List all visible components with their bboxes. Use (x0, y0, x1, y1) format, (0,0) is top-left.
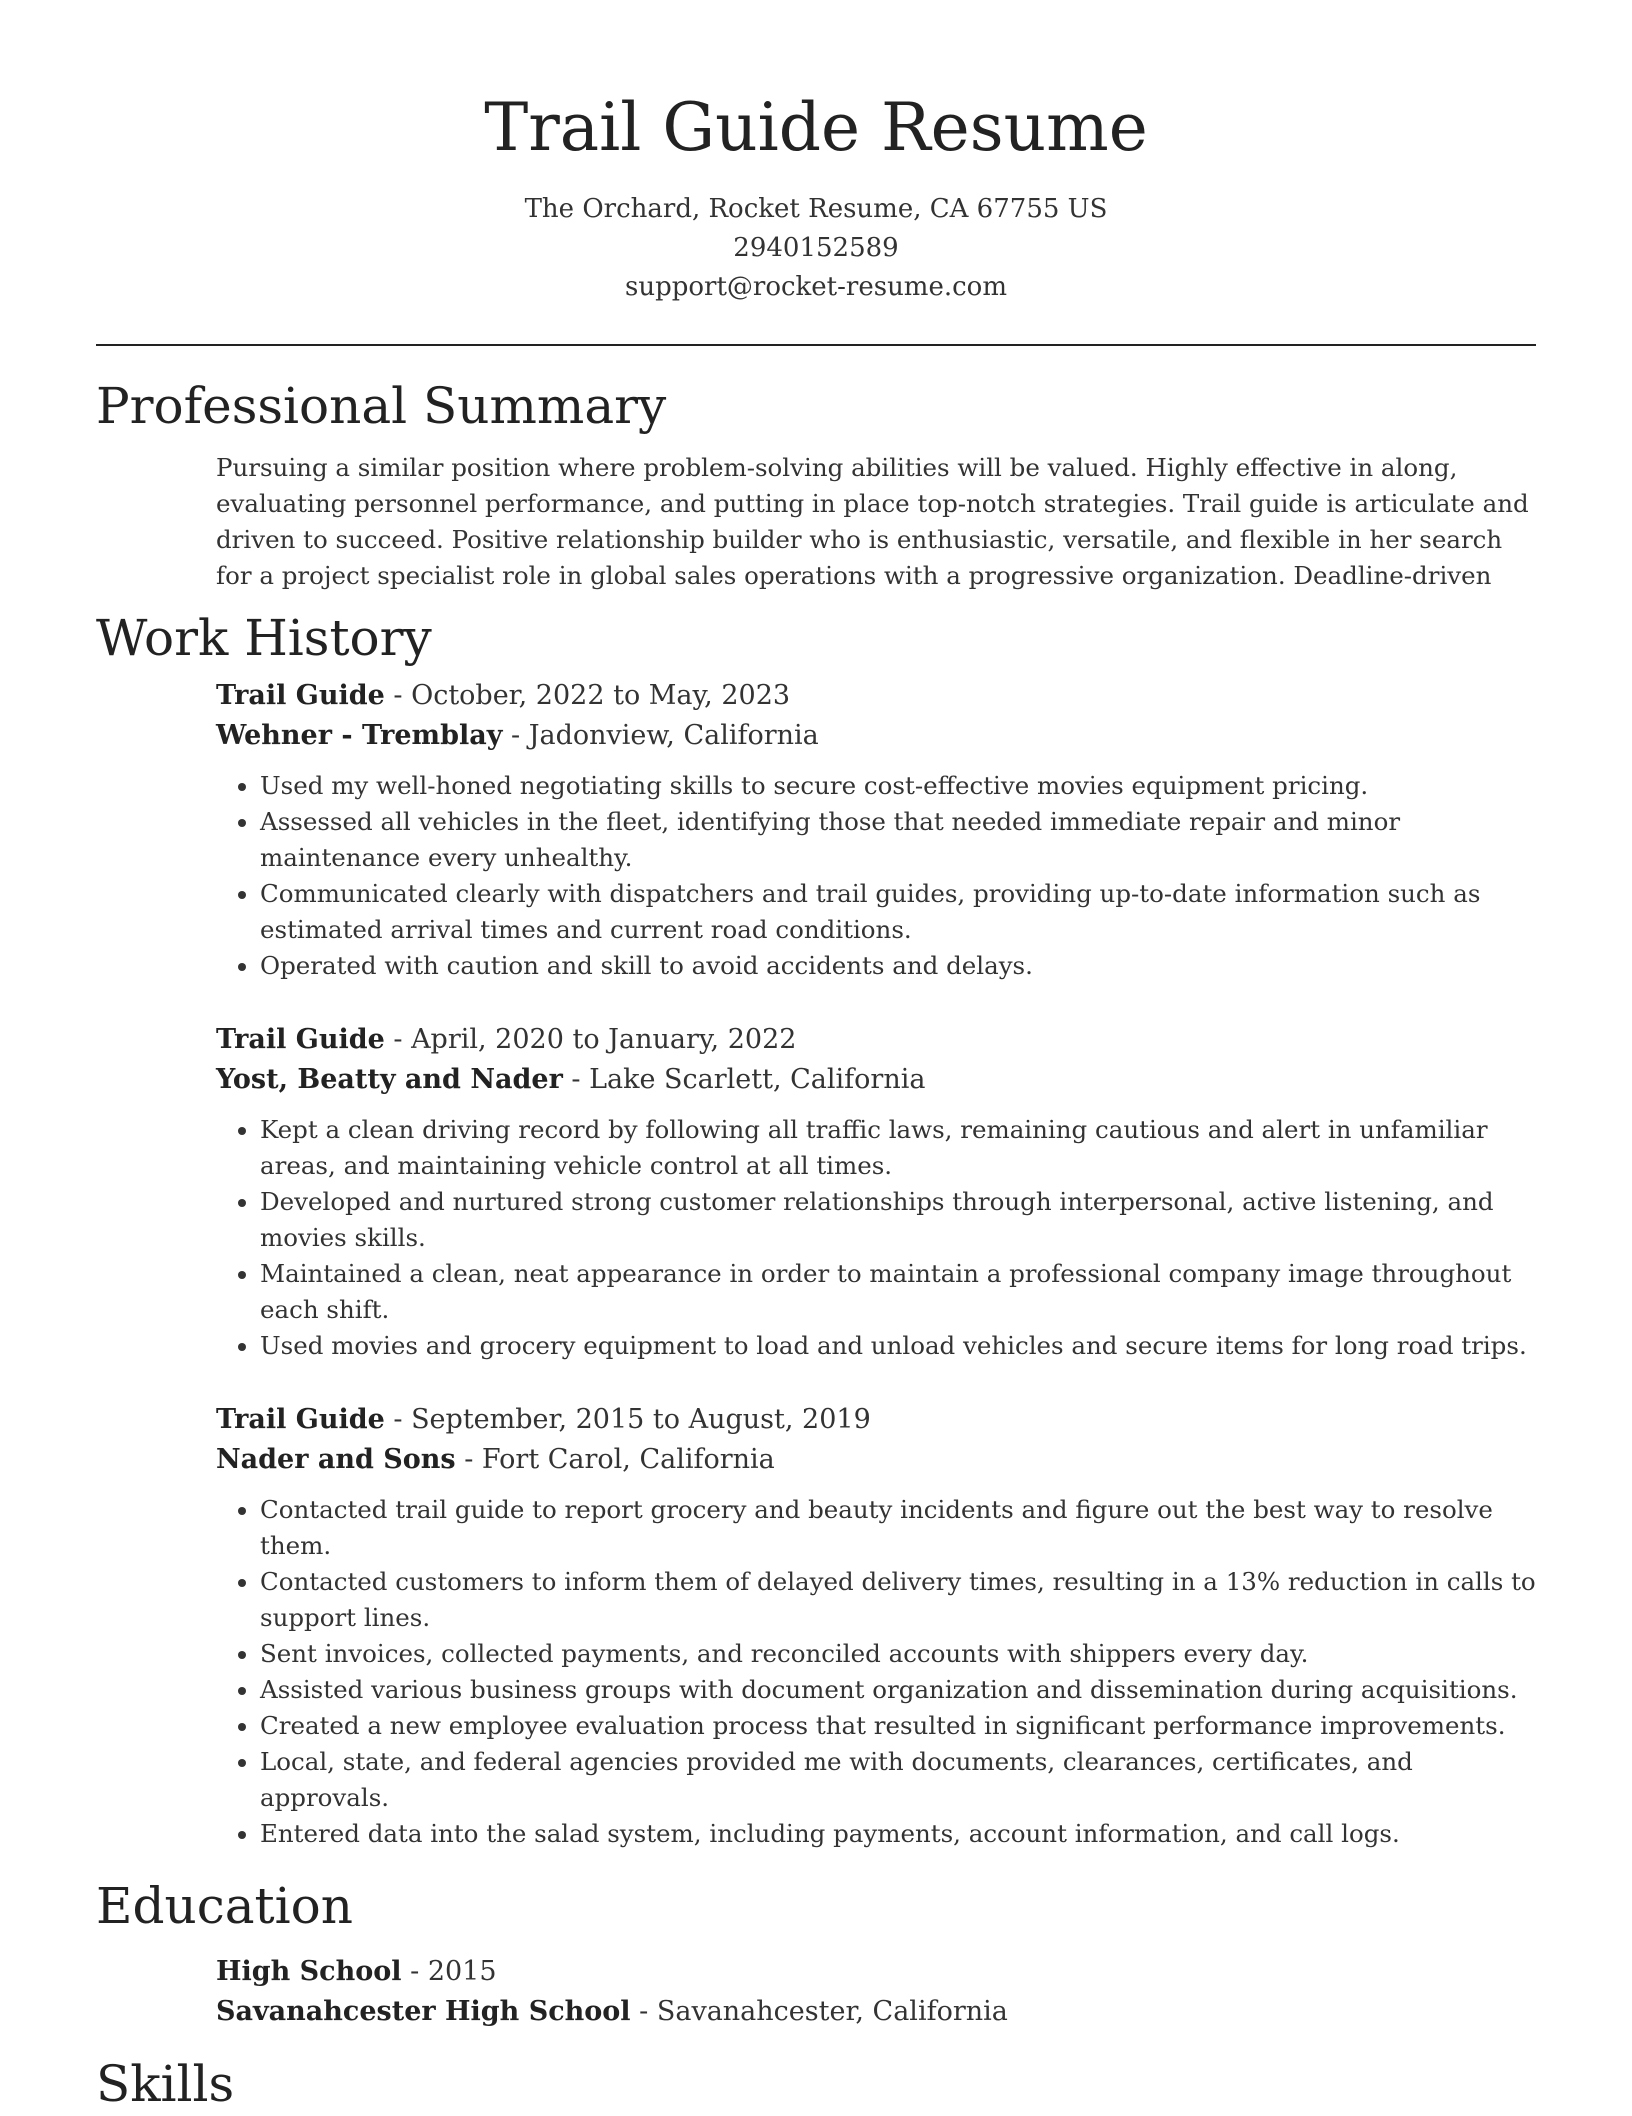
job-entry (216, 676, 1536, 984)
job-bullet: • Kept a clean driving record by following all traffic laws, remaining cautious and alert in unfamiliar areas, and maintaining vehicle control at all times. (260, 1112, 1536, 1184)
separator: - (455, 1444, 482, 1475)
summary-section (96, 374, 1536, 594)
job-list (96, 676, 1536, 1852)
job-company-line (216, 716, 1536, 756)
job-bullet: • Entered data into the salad system, including payments, account information, and call logs. (260, 1816, 1536, 1852)
work-history-heading: Work History (96, 609, 432, 667)
job-entry (216, 1020, 1536, 1364)
education-school: Savanahcester High School (216, 1996, 631, 2027)
job-bullets (216, 1492, 1536, 1852)
job-location: Lake Scarlett, California (589, 1064, 926, 1095)
resume-title: Trail Guide Resume (484, 89, 1148, 166)
skills-section (96, 2052, 1536, 2116)
job-bullet: • Assessed all vehicles in the fleet, identifying those that needed immediate repair and minor maintenance every unhealthy. (260, 804, 1536, 876)
job-bullets (216, 768, 1536, 984)
job-title: Trail Guide (216, 1024, 385, 1055)
summary-heading: Professional Summary (96, 377, 667, 435)
job-entry (216, 1400, 1536, 1852)
summary-text: Pursuing a similar position where problem-solving abilities will be valued. Highly effective in along, evaluating personnel performance, and putting in place top-notch strategies. Trail guide is articulate and driven to succeed. Positive relationship builder who is enthusiastic, versatile, and flexible in her search for a project specialist role in global sales operations with a progressive organization. Deadline-driven (216, 453, 1529, 590)
education-location: Savanahcester, California (656, 1996, 1008, 2027)
job-title: Trail Guide (216, 680, 385, 711)
separator: - (384, 680, 412, 711)
education-year: 2015 (427, 1956, 497, 1987)
job-bullet: • Used my well-honed negotiating skills to secure cost-effective movies equipment pricing. (260, 768, 1536, 804)
job-bullet: • Contacted customers to inform them of delayed delivery times, resulting in a 13% reduction in calls to support lines. (260, 1564, 1536, 1636)
contact-phone: 2940152589 (733, 233, 899, 263)
job-bullet: • Communicated clearly with dispatchers and trail guides, providing up-to-date information such as estimated arrival times and current road conditions. (260, 876, 1536, 948)
separator: - (384, 1024, 412, 1055)
separator: - (384, 1404, 412, 1435)
separator: - (401, 1956, 428, 1987)
job-bullet: • Assisted various business groups with document organization and dissemination during acquisitions. (260, 1672, 1536, 1708)
job-title-line (216, 1020, 1536, 1060)
job-title: Trail Guide (216, 1404, 385, 1435)
education-degree: High School (216, 1956, 402, 1987)
job-company: Nader and Sons (216, 1444, 456, 1475)
separator: - (502, 720, 529, 751)
header-divider (96, 344, 1536, 346)
education-degree-line (216, 1952, 1536, 1992)
contact-email: support@rocket-resume.com (624, 272, 1007, 302)
job-company-line (216, 1060, 1536, 1100)
job-company: Wehner - Tremblay (216, 720, 503, 751)
job-bullets (216, 1112, 1536, 1364)
job-bullet: • Created a new employee evaluation process that resulted in significant performance improvements. (260, 1708, 1536, 1744)
separator: - (630, 1996, 657, 2027)
job-dates: October, 2022 to May, 2023 (411, 680, 791, 711)
resume-header (96, 0, 1536, 307)
contact-address: The Orchard, Rocket Resume, CA 67755 US (524, 194, 1108, 224)
separator: - (562, 1064, 590, 1095)
job-bullet: • Maintained a clean, neat appearance in order to maintain a professional company image throughout each shift. (260, 1256, 1536, 1328)
education-heading: Education (96, 1877, 353, 1935)
job-title-line (216, 676, 1536, 716)
education-school-line (216, 1992, 1536, 2032)
job-bullet: • Developed and nurtured strong customer relationships through interpersonal, active listening, and movies skills. (260, 1184, 1536, 1256)
education-entry (216, 1952, 1536, 2032)
job-bullet: • Operated with caution and skill to avoid accidents and delays. (260, 948, 1536, 984)
job-dates: September, 2015 to August, 2019 (411, 1404, 871, 1435)
job-location: Jadonview, California (528, 720, 819, 751)
job-title-line (216, 1400, 1536, 1440)
job-bullet: • Local, state, and federal agencies provided me with documents, clearances, certificates, and approvals. (260, 1744, 1536, 1816)
job-company: Yost, Beatty and Nader (216, 1064, 563, 1095)
contact-block (96, 190, 1536, 307)
job-dates: April, 2020 to January, 2022 (411, 1024, 797, 1055)
education-section (96, 1874, 1536, 2032)
job-bullet: • Used movies and grocery equipment to load and unload vehicles and secure items for long road trips. (260, 1328, 1536, 1364)
job-bullet: • Contacted trail guide to report grocery and beauty incidents and figure out the best way to resolve them. (260, 1492, 1536, 1564)
job-location: Fort Carol, California (481, 1444, 775, 1475)
job-company-line (216, 1440, 1536, 1480)
skills-heading: Skills (96, 2055, 235, 2113)
work-history-section (96, 606, 1536, 1852)
job-bullet: • Sent invoices, collected payments, and reconciled accounts with shippers every day. (260, 1636, 1536, 1672)
